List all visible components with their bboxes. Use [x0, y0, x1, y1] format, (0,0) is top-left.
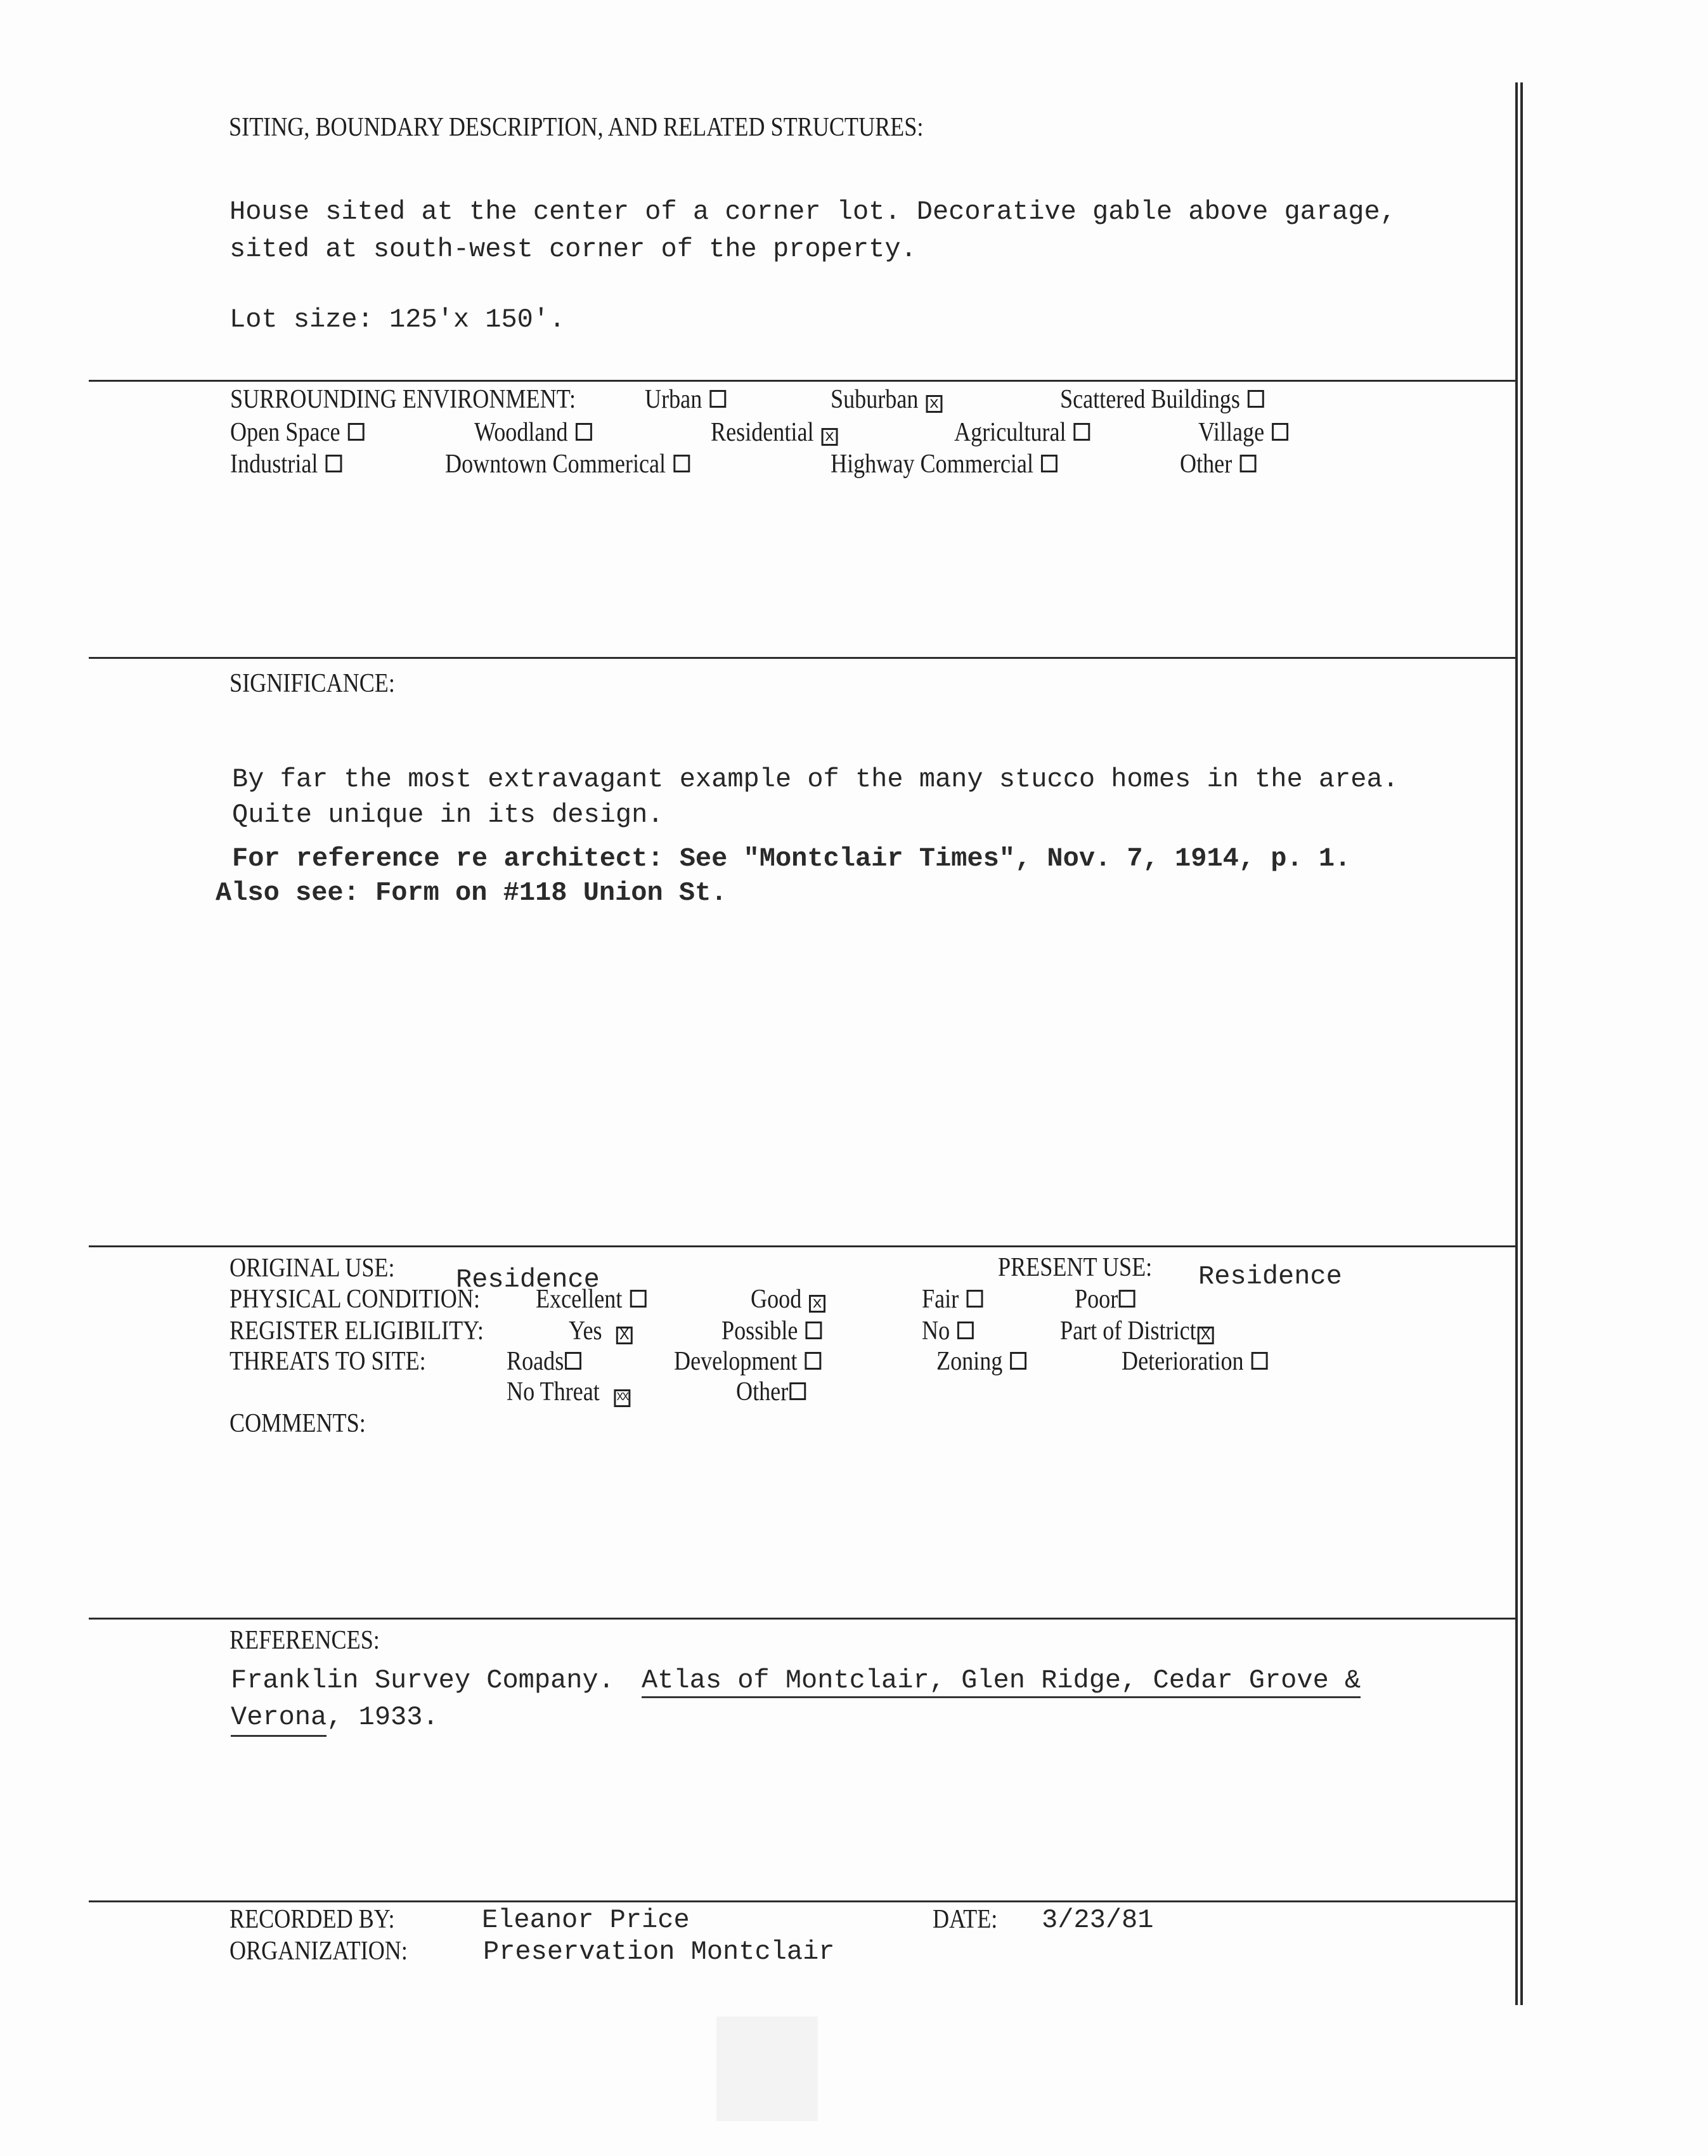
present-use-value: Residence [1198, 1261, 1342, 1292]
checkbox[interactable] [1252, 1352, 1268, 1370]
option-label: Poor [1075, 1285, 1118, 1314]
checkbox[interactable] [630, 1290, 646, 1308]
option-label: Deterioration [1122, 1347, 1244, 1376]
eligibility-no[interactable] [922, 1318, 972, 1344]
checkbox[interactable] [789, 1382, 806, 1400]
option-highway-commercial[interactable] [831, 451, 1055, 477]
option-label: Urban [645, 385, 702, 414]
checkbox-checked[interactable]: X [1197, 1327, 1213, 1344]
section-divider [89, 380, 1518, 382]
section-divider [89, 1245, 1518, 1247]
reference-year: , 1933. [327, 1702, 439, 1732]
option-label: Other [736, 1377, 789, 1406]
checkbox-checked[interactable]: x [926, 395, 943, 413]
option-downtown-commerical[interactable] [445, 451, 687, 477]
architect-reference-text: For reference re architect: See "Montclair Times", Nov. 7, 1914, p. 1. [232, 843, 1351, 874]
recorded-by-label: RECORDED BY: [230, 1905, 395, 1934]
section-divider [89, 1900, 1518, 1902]
siting-text-line: sited at south-west corner of the property. [230, 234, 917, 264]
checkbox-checked[interactable]: XX [614, 1389, 630, 1407]
checkbox[interactable] [709, 390, 726, 408]
option-label: Downtown Commerical [445, 450, 666, 479]
reference-title: Atlas of Montclair, Glen Ridge, Cedar Grove & [642, 1667, 1361, 1698]
option-other[interactable] [1180, 451, 1254, 477]
threat-roads[interactable] [507, 1348, 579, 1375]
threat-deterioration[interactable] [1122, 1348, 1265, 1375]
physical-condition-label: PHYSICAL CONDITION: [230, 1285, 480, 1314]
threats-label: THREATS TO SITE: [230, 1347, 426, 1376]
option-label: Roads [507, 1347, 564, 1376]
original-use-value: Residence [456, 1264, 600, 1295]
eligibility-possible[interactable] [721, 1318, 820, 1344]
checkbox[interactable] [966, 1290, 983, 1308]
option-agricultural[interactable] [954, 419, 1088, 446]
organization-label: ORGANIZATION: [230, 1937, 408, 1966]
checkbox[interactable] [348, 423, 365, 441]
checkbox[interactable] [576, 423, 592, 441]
option-label: Industrial [230, 450, 318, 479]
checkbox[interactable] [1272, 423, 1288, 441]
option-residential[interactable] [711, 419, 836, 446]
checkbox[interactable] [957, 1322, 974, 1339]
scan-smudge [716, 2016, 818, 2121]
option-label: Development [674, 1347, 798, 1376]
eligibility-part-of-district[interactable] [1060, 1318, 1212, 1344]
option-label: Woodland [474, 418, 568, 447]
recorded-by-value: Eleanor Price [482, 1905, 690, 1935]
checkbox[interactable] [565, 1352, 581, 1370]
option-label: Suburban [831, 385, 919, 414]
checkbox[interactable] [805, 1322, 822, 1339]
significance-text-line: By far the most extravagant example of the many stucco homes in the area. [232, 764, 1399, 795]
threat-no-threat[interactable] [507, 1379, 628, 1407]
option-label: No Threat [507, 1377, 600, 1406]
checkbox[interactable] [1248, 390, 1264, 408]
option-label: Village [1198, 418, 1265, 447]
option-label: Zoning [936, 1347, 1003, 1376]
option-suburban[interactable] [831, 386, 940, 413]
reference-title-end: Verona [231, 1702, 327, 1737]
threat-zoning[interactable] [936, 1348, 1025, 1375]
checkbox-checked[interactable]: X [616, 1327, 633, 1344]
option-open-space[interactable] [230, 419, 362, 446]
condition-good[interactable] [751, 1286, 824, 1313]
checkbox[interactable] [673, 455, 690, 472]
checkbox[interactable] [1010, 1352, 1026, 1370]
section-divider [89, 657, 1518, 659]
checkbox[interactable] [1074, 423, 1090, 441]
option-scattered-buildings[interactable] [1060, 386, 1262, 413]
date-label: DATE: [933, 1905, 998, 1934]
checkbox[interactable] [805, 1352, 822, 1370]
right-border-line-outer [1515, 82, 1518, 2005]
organization-value: Preservation Montclair [483, 1937, 835, 1967]
eligibility-yes[interactable] [569, 1318, 630, 1344]
section-divider [89, 1618, 1518, 1620]
checkbox-checked[interactable]: x [822, 428, 838, 446]
threat-other[interactable] [736, 1379, 803, 1405]
option-label: Other [1180, 450, 1232, 479]
option-label: Part of District [1060, 1316, 1196, 1346]
reference-title-continued [231, 1704, 439, 1731]
option-label: Excellent [536, 1285, 623, 1314]
option-label: No [922, 1316, 950, 1346]
option-woodland[interactable] [474, 419, 590, 446]
option-label: Possible [721, 1316, 798, 1346]
option-label: Highway Commercial [831, 450, 1033, 479]
siting-heading: SITING, BOUNDARY DESCRIPTION, AND RELATED STRUCTURES: [229, 113, 924, 142]
option-label: Open Space [230, 418, 340, 447]
checkbox[interactable] [1239, 455, 1256, 472]
option-village[interactable] [1198, 419, 1286, 446]
condition-fair[interactable] [922, 1286, 981, 1313]
checkbox[interactable] [1041, 455, 1058, 472]
condition-excellent[interactable] [536, 1286, 644, 1313]
also-see-text: Also see: Form on #118 Union St. [216, 878, 727, 908]
condition-poor[interactable] [1075, 1286, 1133, 1313]
option-label: Scattered Buildings [1060, 385, 1240, 414]
date-value: 3/23/81 [1042, 1905, 1154, 1935]
references-heading: REFERENCES: [230, 1626, 380, 1655]
option-label: Agricultural [954, 418, 1066, 447]
checkbox[interactable] [1119, 1290, 1135, 1308]
threat-development[interactable] [674, 1348, 819, 1375]
reference-author: Franklin Survey Company. [231, 1665, 614, 1696]
option-industrial[interactable] [230, 451, 340, 477]
present-use-label: PRESENT USE: [998, 1253, 1153, 1282]
option-label: Yes [569, 1316, 602, 1346]
checkbox-checked[interactable]: x [809, 1295, 825, 1313]
siting-text-line: House sited at the center of a corner lot. Decorative gable above garage, [230, 197, 1396, 227]
checkbox[interactable] [325, 455, 342, 472]
option-urban[interactable] [645, 386, 724, 413]
surrounding-heading: SURROUNDING ENVIRONMENT: [230, 385, 576, 414]
option-label: Residential [711, 418, 814, 447]
option-label: Good [751, 1285, 802, 1314]
option-label: Fair [922, 1285, 959, 1314]
significance-text-line: Quite unique in its design. [232, 800, 664, 830]
register-eligibility-label: REGISTER ELIGIBILITY: [230, 1316, 484, 1346]
original-use-label: ORIGINAL USE: [230, 1254, 395, 1283]
comments-label: COMMENTS: [230, 1409, 366, 1438]
lot-size-text: Lot size: 125'x 150'. [230, 304, 566, 335]
right-border-line-inner [1520, 82, 1523, 2005]
significance-heading: SIGNIFICANCE: [230, 669, 395, 698]
